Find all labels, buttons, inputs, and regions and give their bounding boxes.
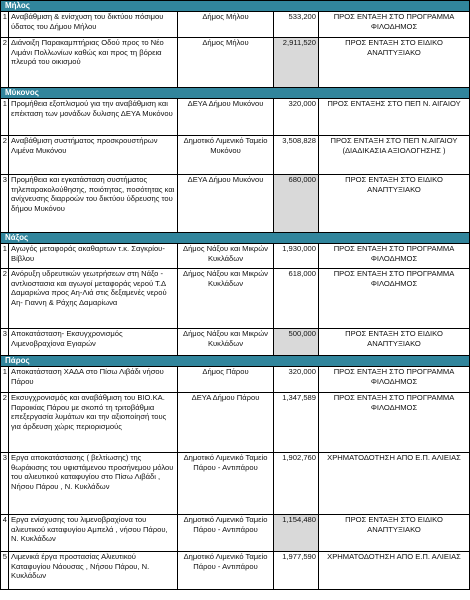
budget-amount-cell: 320,000 — [274, 367, 319, 393]
project-description-cell: Αγωγός μεταφοράς ακαθαρτων τ.κ. Σαγκρίου- Βίβλου — [9, 244, 178, 269]
row-number-cell: 1 — [1, 99, 9, 136]
funding-status-cell: ΠΡΟΣ ΕΝΤΑΞΗ ΣΤΟ ΠΡΟΓΡΑΜΜΑ ΦΙΛΟΔΗΜΟΣ — [319, 244, 470, 269]
responsible-body-cell: ΔΕΥΑ Δήμου Μυκόνου — [178, 99, 274, 136]
budget-amount-cell: 320,000 — [274, 99, 319, 136]
row-number-cell: 3 — [1, 329, 9, 356]
table-row — [1, 367, 470, 393]
responsible-body-cell: Δήμος Νάξου και Μικρών Κυκλάδων — [178, 329, 274, 356]
table-row — [1, 99, 470, 136]
table-row — [1, 175, 470, 233]
table-row — [1, 393, 470, 453]
funding-status-cell: ΠΡΟΣ ΕΝΤΑΞΗ ΣΤΟ ΠΡΟΓΡΑΜΜΑ ΦΙΛΟΔΗΜΟΣ — [319, 367, 470, 393]
row-number-cell: 2 — [1, 136, 9, 175]
project-description-cell: Αποκατάσταση ΧΑΔΑ στο Πίσω Λιβάδι νήσου Πάρου — [9, 367, 178, 393]
table-row — [1, 515, 470, 552]
funding-status-cell: ΠΡΟΣ ΕΝΤΑΞΗ ΣΤΟ ΠΡΟΓΡΑΜΜΑ ΦΙΛΟΔΗΜΟΣ — [319, 269, 470, 329]
section-header-row — [1, 356, 470, 367]
budget-amount-cell: 3,508,828 — [274, 136, 319, 175]
responsible-body-cell: Δημοτικό Λιμενικό Ταμείο Μυκόνου — [178, 136, 274, 175]
row-number-cell: 2 — [1, 38, 9, 88]
row-number-cell: 1 — [1, 12, 9, 38]
budget-amount-cell: 500,000 — [274, 329, 319, 356]
responsible-body-cell: ΔΕΥΑ Δήμου Μυκόνου — [178, 175, 274, 233]
table-row — [1, 136, 470, 175]
funding-status-cell: ΠΡΟΣ ΕΝΤΑΞΗ ΣΤΟ ΠΡΟΓΡΑΜΜΑ ΦΙΛΟΔΗΜΟΣ — [319, 393, 470, 453]
project-description-cell: Αναβάθμιση & ενίσχυση του δικτύου πόσιμου ύδατος του Δήμου Μήλου — [9, 12, 178, 38]
responsible-body-cell: ΔΕΥΑ Δήμου Πάρου — [178, 393, 274, 453]
funding-status-cell: ΠΡΟΣ ΕΝΤΑΞΗΣ ΣΤΟ ΠΕΠ Ν. ΑΙΓΑΙΟΥ — [319, 99, 470, 136]
row-number-cell: 1 — [1, 367, 9, 393]
section-header-row — [1, 233, 470, 244]
project-description-cell: Αναβάθμιση συστήματος προσκρουστήρων Λιμένα Μυκόνου — [9, 136, 178, 175]
row-number-cell: 2 — [1, 269, 9, 329]
row-number-cell: 3 — [1, 175, 9, 233]
budget-amount-cell: 1,154,480 — [274, 515, 319, 552]
funding-status-cell: ΧΡΗΜΑΤΟΔΟΤΗΣΗ ΑΠΟ Ε.Π. ΑΛΙΕΙΑΣ — [319, 552, 470, 590]
responsible-body-cell: Δήμος Μήλου — [178, 12, 274, 38]
project-description-cell: Προμήθεια και εγκατάσταση συστήματος τηλεπαρακολούθησης, ποιότητας, ποσότητας και ανίχνευσης διαρροών του δικτύου ύδρευσης του δήμου Μυκόνου — [9, 175, 178, 233]
table-row — [1, 12, 470, 38]
section-header-row — [1, 1, 470, 12]
responsible-body-cell: Δήμος Μήλου — [178, 38, 274, 88]
funding-status-cell: ΠΡΟΣ ΕΝΤΑΞΗ ΣΤΟ ΕΙΔΙΚΟ ΑΝΑΠΤΥΞΙΑΚΟ — [319, 515, 470, 552]
responsible-body-cell: Δημοτικό Λιμενικό Ταμείο Πάρου - Αντιπάρου — [178, 552, 274, 590]
section-title: Πάρος — [1, 356, 470, 367]
table-row — [1, 38, 470, 88]
table-row — [1, 453, 470, 515]
budget-amount-cell: 1,930,000 — [274, 244, 319, 269]
budget-amount-cell: 533,200 — [274, 12, 319, 38]
row-number-cell: 2 — [1, 393, 9, 453]
section-header-row — [1, 88, 470, 99]
budget-amount-cell: 1,902,760 — [274, 453, 319, 515]
funding-status-cell: ΧΡΗΜΑΤΟΔΟΤΗΣΗ ΑΠΟ Ε.Π. ΑΛΙΕΙΑΣ — [319, 453, 470, 515]
project-description-cell: Εργα ενίσχυσης του λιμενοβραχίονα του αλιευτικού καταφυγίου Αμπελά , νήσου Πάρου, Ν. Κυκλάδων — [9, 515, 178, 552]
table-row — [1, 329, 470, 356]
project-description-cell: Εργα αποκατάστασης ( βελτίωσης) της θωράκισης του υφιστάμενου προσήνεμου μόλου του αλιευτικού καταφυγίου στο Πίσω Λιβάδι , Νήσου Πάρου , Ν. Κυκλάδων — [9, 453, 178, 515]
funding-status-cell: ΠΡΟΣ ΕΝΤΑΞΗ ΣΤΟ ΠΕΠ Ν.ΑΙΓΑΙΟΥ (ΔΙΑΔΙΚΑΣΙΑ ΑΞΙΟΛΟΓΗΣΗΣ ) — [319, 136, 470, 175]
responsible-body-cell: Δήμος Νάξου και Μικρών Κυκλάδων — [178, 244, 274, 269]
funding-status-cell: ΠΡΟΣ ΕΝΤΑΞΗ ΣΤΟ ΕΙΔΙΚΟ ΑΝΑΠΤΥΞΙΑΚΟ — [319, 175, 470, 233]
funding-status-cell: ΠΡΟΣ ΕΝΤΑΞΗ ΣΤΟ ΕΙΔΙΚΟ ΑΝΑΠΤΥΞΙΑΚΟ — [319, 38, 470, 88]
budget-amount-cell: 2,911,520 — [274, 38, 319, 88]
budget-amount-cell: 1,977,590 — [274, 552, 319, 590]
row-number-cell: 3 — [1, 453, 9, 515]
section-title: Μύκονος — [1, 88, 470, 99]
project-description-cell: Λιμενικά έργα προστασίας Αλιευτικού Καταφυγίου Νάουσας , Νήσου Πάρου, Ν. Κυκλάδων — [9, 552, 178, 590]
funding-status-cell: ΠΡΟΣ ΕΝΤΑΞΗ ΣΤΟ ΕΙΔΙΚΟ ΑΝΑΠΤΥΞΙΑΚΟ — [319, 329, 470, 356]
responsible-body-cell: Δήμος Πάρου — [178, 367, 274, 393]
budget-amount-cell: 680,000 — [274, 175, 319, 233]
row-number-cell: 5 — [1, 552, 9, 590]
project-description-cell: Προμήθεια εξοπλισμού για την αναβάθμιση και επέκταση των μονάδων δυλισης ΔΕΥΑ Μυκόνου — [9, 99, 178, 136]
budget-amount-cell: 1,347,589 — [274, 393, 319, 453]
section-title: Μήλος — [1, 1, 470, 12]
row-number-cell: 1 — [1, 244, 9, 269]
project-description-cell: Αποκατάσταση- Εκσυγχρονισμός Λιμενοβραχίονα Εγιαρών — [9, 329, 178, 356]
responsible-body-cell: Δημοτικό Λιμενικό Ταμείο Πάρου - Αντιπάρου — [178, 453, 274, 515]
responsible-body-cell: Δήμος Νάξου και Μικρών Κυκλάδων — [178, 269, 274, 329]
budget-amount-cell: 618,000 — [274, 269, 319, 329]
table-row — [1, 552, 470, 590]
section-title: Νάξος — [1, 233, 470, 244]
projects-table-body — [1, 1, 470, 590]
responsible-body-cell: Δημοτικό Λιμενικό Ταμείο Πάρου - Αντιπάρου — [178, 515, 274, 552]
table-row — [1, 244, 470, 269]
project-description-cell: Διάνοιξη Παρακαμπτήριας Οδού προς το Νέο Λιμάνι Πολλωνίων καθώς και προς τη βόρεια πλευρά του οικισμού — [9, 38, 178, 88]
row-number-cell: 4 — [1, 515, 9, 552]
funding-status-cell: ΠΡΟΣ ΕΝΤΑΞΗ ΣΤΟ ΠΡΟΓΡΑΜΜΑ ΦΙΛΟΔΗΜΟΣ — [319, 12, 470, 38]
project-description-cell: Εκσυγχρονισμός και αναβάθμιση του ΒΙΟ.ΚΑ. Παροικίας Πάρου με σκοπό τη τριτοβάθμια επεξεργασία λυμάτων και την αξιοποίησή τους για άρδευση χώρις περιορισμούς — [9, 393, 178, 453]
project-description-cell: Ανόρυξη υδρευτικών γεωτρήσεων στη Νάξο - αντλιοστασια και αγωγοί μεταφοράς νερού Τ.Δ Δαμαριώνα προς Αη-Λιά στις δεξαμενές νερού Αη- Γιαννη & Ράχης Δαμαρίωνα — [9, 269, 178, 329]
table-row — [1, 269, 470, 329]
